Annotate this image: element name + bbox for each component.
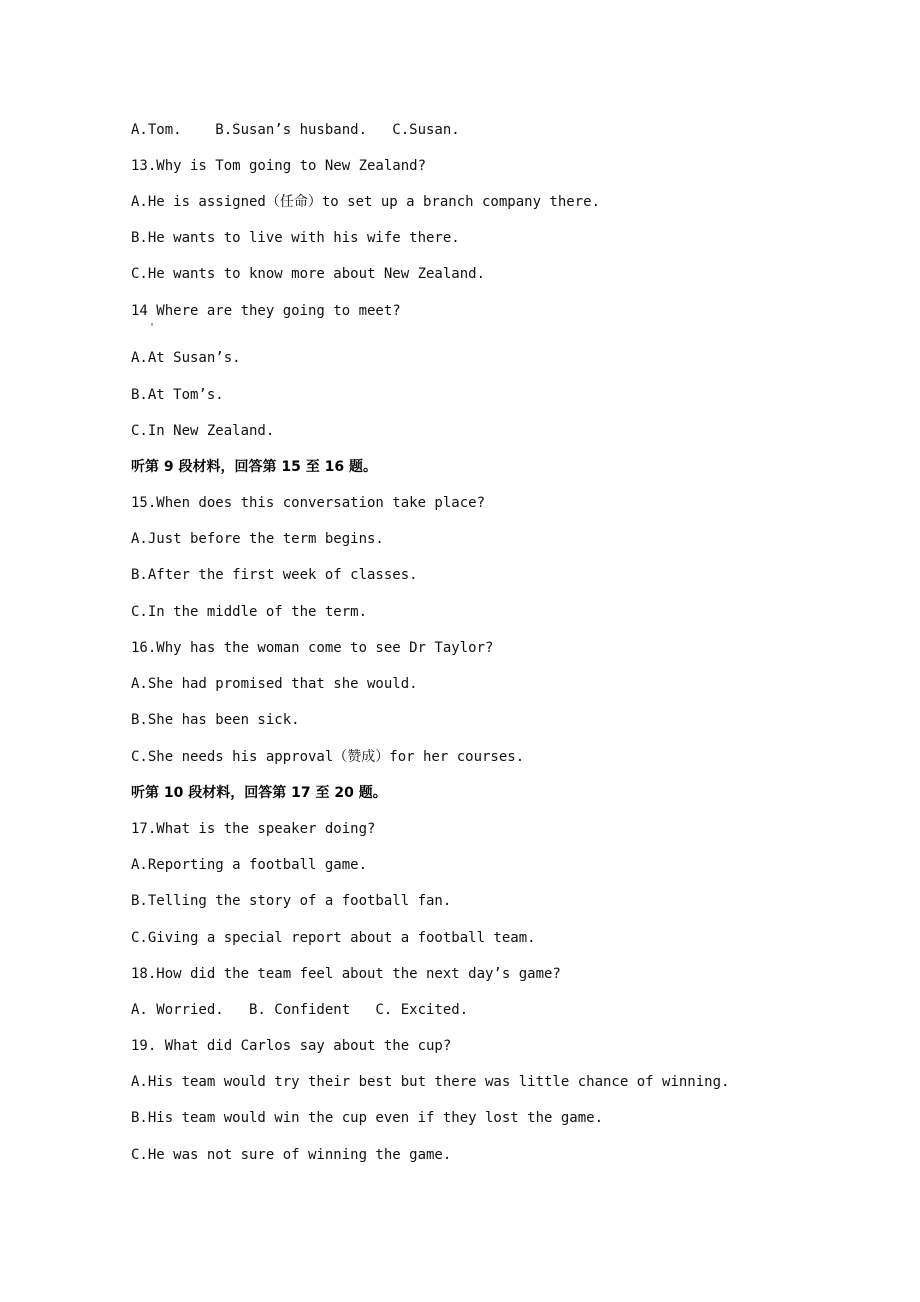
q13-question: 13.Why is Tom going to New Zealand? — [131, 158, 427, 174]
q18-question: 18.How did the team feel about the next day’s game? — [131, 966, 561, 982]
q14-option-c: C.In New Zealand. — [131, 423, 275, 439]
q16-option-c: C.She needs his approval（赞成）for her courses. — [131, 749, 525, 765]
q19-option-c: C.He was not sure of winning the game. — [131, 1147, 452, 1163]
q17-question: 17.What is the speaker doing? — [131, 821, 376, 837]
q15-question: 15.When does this conversation take place? — [131, 495, 486, 511]
q17-option-c: C.Giving a special report about a football team. — [131, 930, 536, 946]
q16-question: 16.Why has the woman come to see Dr Taylor? — [131, 640, 494, 656]
q15-option-a: A.Just before the term begins. — [131, 531, 384, 547]
q17-option-a: A.Reporting a football game. — [131, 857, 368, 873]
stray-mark: ' — [149, 322, 156, 333]
q12-options: A.Tom. B.Susan’s husband. C.Susan. — [131, 122, 460, 138]
q13-option-a: A.He is assigned（任命）to set up a branch company there. — [131, 194, 601, 210]
q18-options: A. Worried. B. Confident C. Excited. — [131, 1002, 469, 1018]
q14-question: 14 Where are they going to meet? — [131, 303, 401, 319]
section-heading-9: 听第 9 段材料，回答第 15 至 16 题。 — [131, 459, 377, 475]
q15-option-b: B.After the first week of classes. — [131, 567, 418, 583]
q19-question: 19. What did Carlos say about the cup? — [131, 1038, 452, 1054]
q19-option-a: A.His team would try their best but there was little chance of winning. — [131, 1074, 730, 1090]
section-heading-10: 听第 10 段材料，回答第 17 至 20 题。 — [131, 785, 387, 801]
q13-option-b: B.He wants to live with his wife there. — [131, 230, 460, 246]
q13-option-c: C.He wants to know more about New Zealand. — [131, 266, 486, 282]
q14-option-a: A.At Susan’s. — [131, 350, 241, 366]
q14-option-b: B.At Tom’s. — [131, 387, 224, 403]
q15-option-c: C.In the middle of the term. — [131, 604, 368, 620]
q16-option-b: B.She has been sick. — [131, 712, 300, 728]
q16-option-a: A.She had promised that she would. — [131, 676, 418, 692]
q19-option-b: B.His team would win the cup even if they lost the game. — [131, 1110, 604, 1126]
q17-option-b: B.Telling the story of a football fan. — [131, 893, 452, 909]
